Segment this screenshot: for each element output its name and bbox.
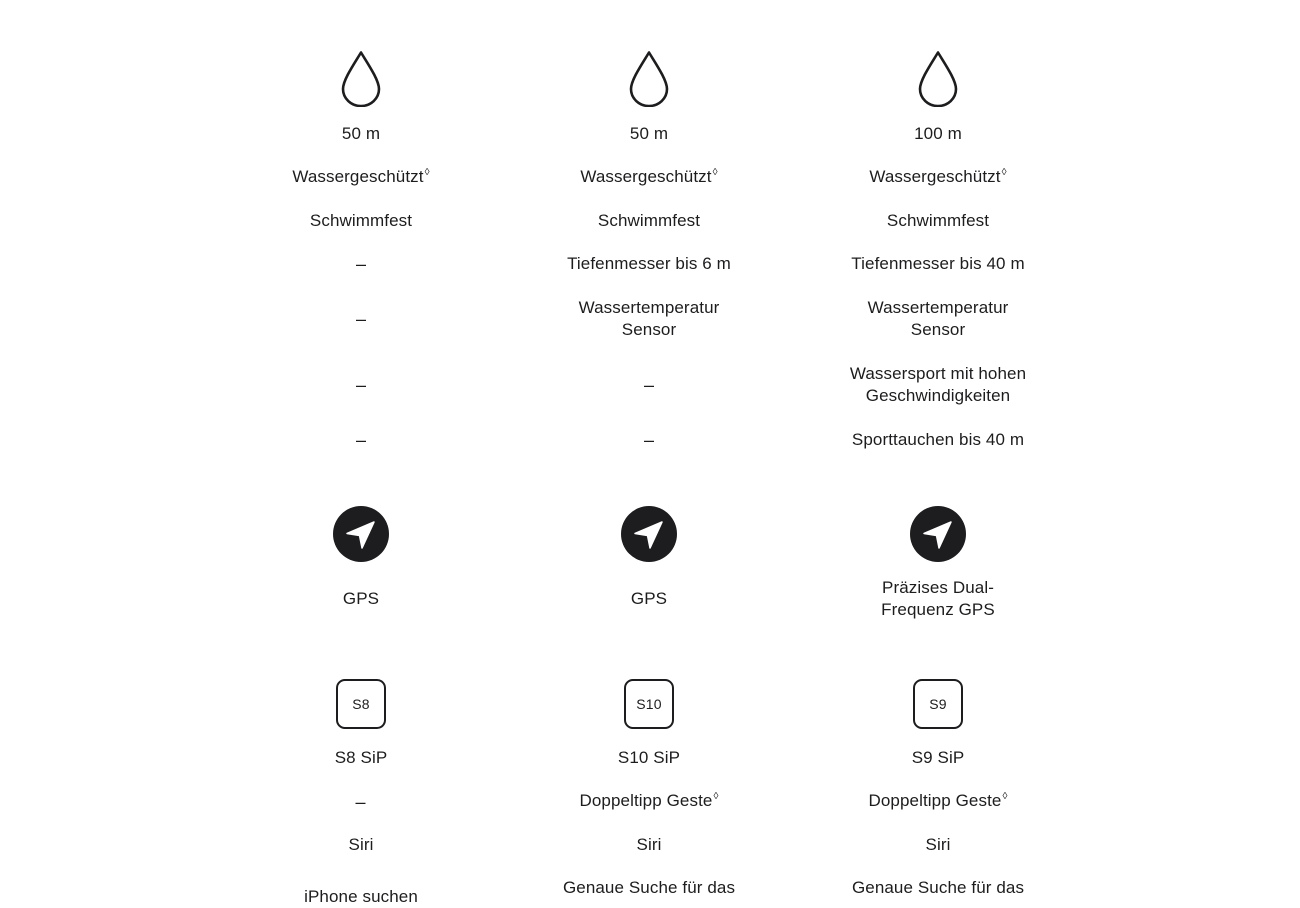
water-temperature-sensor: – xyxy=(355,309,367,329)
high-speed-watersports: – xyxy=(355,375,367,395)
chip-label: S8 SiP xyxy=(334,748,388,767)
gps-label: Präzises Dual-Frequenz GPS xyxy=(881,578,995,619)
double-tap-gesture: Doppeltipp Geste◊ xyxy=(868,791,1008,810)
footnote-marker[interactable]: ◊ xyxy=(424,167,430,178)
water-drop-icon xyxy=(341,50,381,107)
double-tap-gesture: Doppeltipp Geste◊ xyxy=(579,791,719,810)
recreational-diving: – xyxy=(355,430,367,450)
water-rating: 100 m xyxy=(914,124,962,143)
siri: Siri xyxy=(636,835,662,854)
location-arrow-icon xyxy=(621,506,677,562)
gps-label: GPS xyxy=(630,589,668,608)
water-rating: 50 m xyxy=(341,124,381,143)
high-speed-watersports: – xyxy=(643,375,655,395)
find-feature: Genaue Suche für das xyxy=(562,878,736,897)
water-drop-icon xyxy=(918,50,958,107)
footnote-marker[interactable]: ◊ xyxy=(1002,791,1008,802)
depth-gauge: Tiefenmesser bis 6 m xyxy=(567,254,731,273)
chip-icon: S9 xyxy=(913,679,963,729)
chip-icon: S8 xyxy=(336,679,386,729)
swimproof: Schwimmfest xyxy=(309,211,413,230)
depth-gauge: – xyxy=(355,254,367,274)
swimproof: Schwimmfest xyxy=(886,211,990,230)
chip-icon: S10 xyxy=(624,679,674,729)
footnote-marker[interactable]: ◊ xyxy=(712,167,718,178)
gps-label: GPS xyxy=(342,589,380,608)
location-arrow-icon xyxy=(910,506,966,562)
find-feature: iPhone suchen xyxy=(304,887,418,906)
find-feature: Genaue Suche für das xyxy=(851,878,1025,897)
chip-label: S9 SiP xyxy=(911,748,965,767)
water-drop-icon xyxy=(629,50,669,107)
water-resistant: Wassergeschützt◊ xyxy=(580,167,718,186)
location-arrow-icon xyxy=(333,506,389,562)
water-temperature-sensor: Wassertemperatur Sensor xyxy=(578,298,720,339)
chip-label: S10 SiP xyxy=(617,748,681,767)
depth-gauge: Tiefenmesser bis 40 m xyxy=(851,254,1025,273)
double-tap-gesture: – xyxy=(355,792,366,812)
swimproof: Schwimmfest xyxy=(597,211,701,230)
water-resistant: Wassergeschützt◊ xyxy=(869,167,1007,186)
footnote-marker[interactable]: ◊ xyxy=(713,791,719,802)
siri: Siri xyxy=(925,835,951,854)
water-temperature-sensor: Wassertemperatur Sensor xyxy=(867,298,1009,339)
water-resistant: Wassergeschützt◊ xyxy=(292,167,430,186)
recreational-diving: Sporttauchen bis 40 m xyxy=(851,430,1025,449)
water-rating: 50 m xyxy=(629,124,669,143)
siri: Siri xyxy=(348,835,374,854)
recreational-diving: – xyxy=(643,430,655,450)
high-speed-watersports: Wassersport mit hohen Geschwindigkeiten xyxy=(849,364,1027,405)
footnote-marker[interactable]: ◊ xyxy=(1001,167,1007,178)
